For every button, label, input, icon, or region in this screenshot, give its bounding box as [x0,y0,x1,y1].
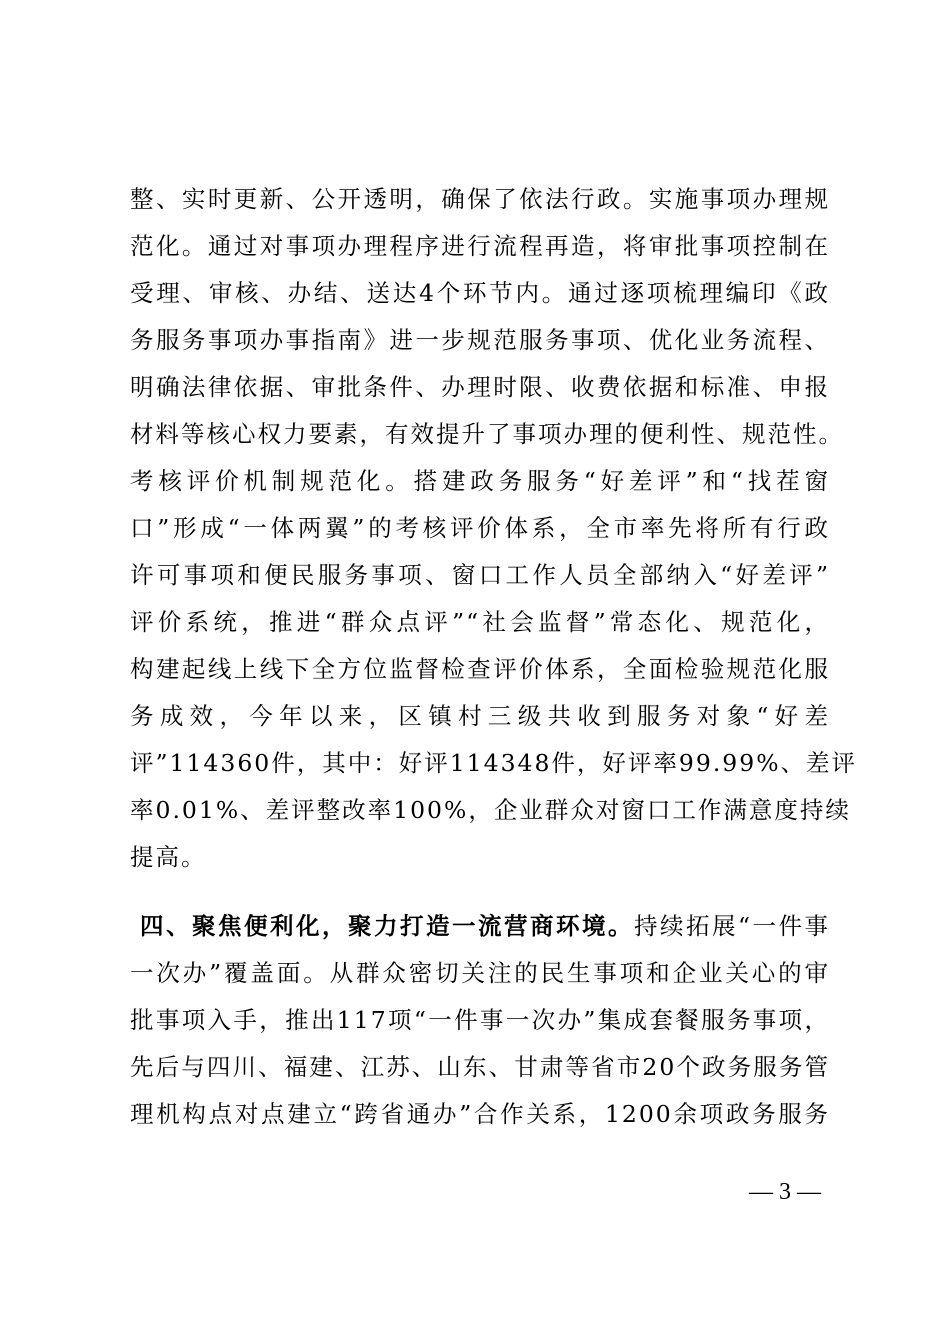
text-line: 率0.01%、差评整改率100%，企业群众对窗口工作满意度持续 [130,796,851,824]
text-line: 务服务事项办事指南》进一步规范服务事项、优化业务流程、 [130,326,830,354]
page-number: — 3 — [749,1179,821,1205]
text-line: 提高。 [130,843,207,871]
text-line: 许可事项和便民服务事项、窗口工作人员全部纳入“好差评” [130,561,830,589]
text-line: 评”114360件，其中：好评114348件，好评率99.99%、差评 [130,749,858,777]
section-heading: 四、聚焦便利化，聚力打造一流营商环境。 [140,912,634,940]
text-line: 一次办”覆盖面。从群众密切关注的民生事项和企业关心的审 [130,959,830,987]
text-line: 受理、审核、办结、送达4个环节内。通过逐项梳理编印《政 [130,279,830,307]
text-line: 理机构点对点建立“跨省通办”合作关系，1200余项政务服务 [130,1100,830,1128]
text-line: 务成效，今年以来，区镇村三级共收到服务对象“好差 [130,702,830,730]
text-line: 口”形成“一体两翼”的考核评价体系，全市率先将所有行政 [130,514,830,542]
text-line: 材料等核心权力要素，有效提升了事项办理的便利性、规范性。 [130,420,844,448]
text-line: 先后与四川、福建、江苏、山东、甘肃等省市20个政务服务管 [130,1053,830,1081]
text-line: 构建起线上线下全方位监督检查评价体系，全面检验规范化服 [130,655,830,683]
text-line: 整、实时更新、公开透明，确保了依法行政。实施事项办理规 [130,185,830,213]
section-heading-line [140,906,830,946]
text-run: 持续拓展“一件事 [634,912,831,940]
text-line: 考核评价机制规范化。搭建政务服务“好差评”和“找茬窗 [130,467,830,495]
text-line: 范化。通过对事项办理程序进行流程再造，将审批事项控制在 [130,232,830,260]
text-line: 明确法律依据、审批条件、办理时限、收费依据和标准、申报 [130,373,830,401]
text-line: 批事项入手，推出117项“一件事一次办”集成套餐服务事项， [130,1006,830,1034]
text-line: 评价系统，推进“群众点评”“社会监督”常态化、规范化， [130,608,830,636]
